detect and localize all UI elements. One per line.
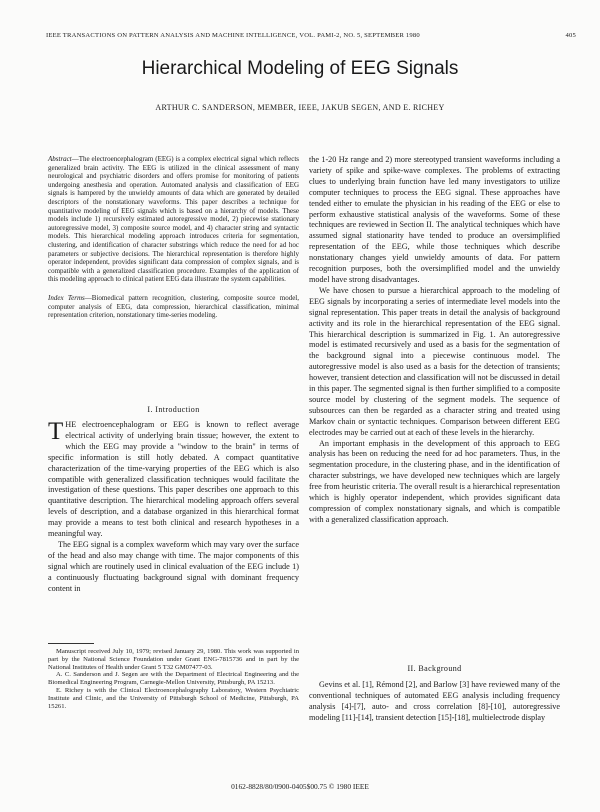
right-paragraph-1: the 1-20 Hz range and 2) more stereotyped transient waveforms including a variety of spike and spike-wave complexes. The problems of extracting clues to underlying brain function have led many investigators to utilize computer techniques to process the EEG signal. These approaches have tended either to emulate the physician in his reading of the EEG or else to perform exhaustive statistical analysis of the waveforms. Some of these techniques are reviewed in Section II. The analytical techniques which have assumed signal stationarity have tended to produce an oversimplified representation of the EEG, while those techniques which describe nonstationary changes yield unwieldy amounts of data. For pattern recognition purposes, both the oversimplified model and the unwieldy model have strong disadvantages.	[309, 155, 560, 284]
index-terms-label: Index Terms	[48, 294, 85, 302]
section-heading-background: II. Background	[407, 664, 462, 673]
abstract-label: Abstract	[48, 155, 72, 163]
section-heading-introduction: I. Introduction	[147, 405, 200, 414]
right-column-text	[309, 155, 560, 526]
index-terms-text: —Biomedical pattern recognition, clustering, composite source model, computer analysis of EEG, data compression, hierarchical classification, minimal representation criterion, nonstationary time-series modeling.	[48, 294, 299, 320]
background-text	[309, 680, 560, 724]
journal-header: IEEE TRANSACTIONS ON PATTERN ANALYSIS AND MACHINE INTELLIGENCE, VOL. PAMI-2, NO. 5, SEPTEMBER 1980	[46, 32, 420, 39]
footnote-received: Manuscript received July 10, 1979; revised January 29, 1980. This work was supported in part by the National Science Foundation under Grant ENG-7815736 and in part by the National Institutes of Health under Grant 5 T32 GM07477-03.	[48, 648, 299, 671]
background-paragraph-1: Gevins et al. [1], Rémond [2], and Barlow [3] have reviewed many of the conventional techniques of automated EEG analysis including frequency analysis [4]-[7], auto- and cross correlation [8]-[10], autoregressive modeling [11]-[14], transient detection [15]-[18], multielectrode display	[309, 680, 560, 722]
intro-paragraph-2: The EEG signal is a complex waveform which may vary over the surface of the head and also may change with time. The major components of this signal which are routinely used in clinical evaluation of the EEG include 1) a continuously fluctuating background signal with dominant frequency content in	[48, 539, 299, 593]
right-paragraph-2: We have chosen to pursue a hierarchical approach to the modeling of EEG signals by incorporating a series of intermediate level models into the signal representation. This paper treats in detail the analysis of background activity and its role in the hierarchical representation of the EEG signal. This hierarchical description is summarized in Fig. 1. An autoregressive model is estimated recursively and used as a basis for the segmentation of the background signal into a piecewise continuous model. The autoregressive model is also used as a basis for the detection of transients; however, transient detection and classification will not be discussed in detail in this paper. The segmented signal is then further simplified to a composite source model by clustering of the segment models. The sequence of subsources can then be regarded as a character string and treated using Markov chain or syntactic techniques. Comparison between different EEG electrodes may be carried out at each of these levels in the hierarchy.	[309, 285, 560, 437]
footnotes	[48, 648, 299, 710]
author-line: ARTHUR C. SANDERSON, MEMBER, IEEE, JAKUB SEGEN, AND E. RICHEY	[155, 103, 445, 112]
intro-paragraph-1-text: HE electroencephalogram or EEG is known to reflect average electrical activity of underlying brain tissue; however, the extent to which the EEG may provide a "window to the brain" in terms of specific information is still hotly debated. A compact quantitative characterization of the time-varying properties of the EEG which is also compatible with generalized classification techniques would facilitate the investigation of these questions. This paper describes one approach to this quantitative description. The hierarchical modeling approach offers several levels of description, and a database organized in this hierarchical format may provide a means to test both clinical and research hypotheses in a meaningful way.	[48, 420, 299, 539]
intro-paragraph-1	[48, 420, 299, 540]
introduction-text	[48, 420, 299, 595]
paper-title: Hierarchical Modeling of EEG Signals	[141, 58, 459, 79]
page-number: 405	[565, 32, 576, 39]
abstract	[48, 155, 299, 284]
drop-cap: T	[48, 418, 64, 445]
right-paragraph-3: An important emphasis in the development of this approach to EEG analysis has been on reducing the need for ad hoc parameters. Thus, in the segmentation procedure, in the clustering phase, and in the identification of character substrings, we have developed new techniques which are largely free from heuristic criteria. The overall result is a hierarchical representation which is highly operator independent, which provides significant data compression of complex nonstationary signals, and which is compatible with a generalized classification approach.	[309, 438, 560, 524]
footnote-affiliation-1: A. C. Sanderson and J. Segen are with the Department of Electrical Engineering and the Biomedical Engineering Program, Carnegie-Mellon University, Pittsburgh, PA 15213.	[48, 671, 299, 687]
copyright-footer: 0162-8828/80/0900-0405$00.75 © 1980 IEEE	[231, 782, 369, 791]
index-terms	[48, 294, 299, 320]
footnote-affiliation-2: E. Richey is with the Clinical Electroencephalography Laboratory, Western Psychiatric Institute and Clinic, and the University of Pittsburgh School of Medicine, Pittsburgh, PA 15261.	[48, 686, 299, 710]
running-head	[46, 32, 576, 39]
footnote-divider	[48, 643, 94, 644]
abstract-text: —The electroencephalogram (EEG) is a complex electrical signal which reflects generalized brain activity. The EEG is utilized in the clinical assessment of many neurological and psychiatric disorders and offers promise for monitoring of patients undergoing anesthesia and operation. Automated analysis and classification of EEG signals is hampered by the unwieldy amounts of data which are generated by detailed descriptors of the nonstationary waveforms. This paper describes a technique for quantitative modeling of EEG signals which is based on a hierarchy of models. These models include 1) recursively estimated autoregressive model, 2) piecewise stationary autoregressive model, 3) composite source model, and 4) character string and syntactic models. This hierarchical modeling approach introduces criteria for segmentation, clustering, and identification of character substrings which reduce the need for ad hoc parameters or subjective decisions. The hierarchical representation is therefore highly operator independent, provides significant data compression of complex signals, and is compatible with a generalized classification procedure. Examples of the application of this modeling approach to clinical patient EEG data illustrate the system capabilities.	[48, 155, 299, 284]
